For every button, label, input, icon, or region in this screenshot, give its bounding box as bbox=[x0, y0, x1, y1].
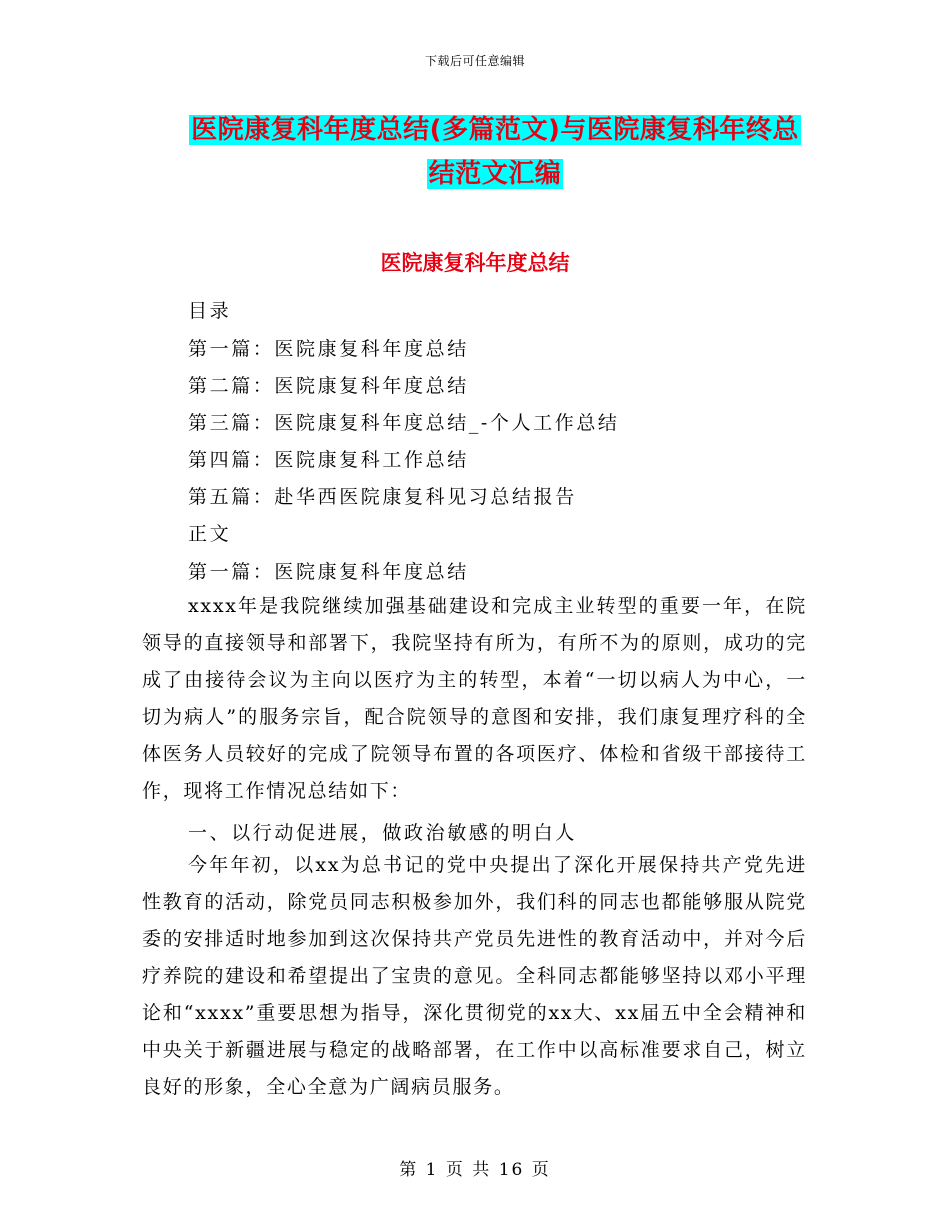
toc-item: 第一篇：医院康复科年度总结 bbox=[188, 338, 469, 360]
section-title: 医院康复科年度总结 bbox=[380, 251, 570, 275]
page-footer: 第 1 页 共 16 页 bbox=[399, 1160, 551, 1180]
paragraph-1: xxxx年是我院继续加强基础建设和完成主业转型的重要一年，在院领导的直接领导和部署下，我院坚持有所为，有所不为的原则，成功的完成了由接待会议为主向以医疗为主的转型，本着“一切以病人为中心，一切为病人”的服务宗旨，配合院领导的意图和安排，我们康复理疗科的全体医务人员较好的完成了院领导布置的各项医疗、体检和省级干部接待工作，现将工作情况总结如下： bbox=[142, 595, 807, 802]
document-title bbox=[150, 108, 840, 196]
article-heading: 第一篇：医院康复科年度总结 bbox=[188, 561, 469, 583]
toc-item: 第三篇：医院康复科年度总结_-个人工作总结 bbox=[188, 412, 620, 434]
title-line-2: 结范文汇编 bbox=[428, 159, 562, 189]
toc-item: 第四篇：医院康复科工作总结 bbox=[188, 449, 469, 471]
toc-heading: 目录 bbox=[188, 300, 232, 322]
subheading: 一、以行动促进展，做政治敏感的明白人 bbox=[188, 822, 577, 844]
toc-item: 第二篇：医院康复科年度总结 bbox=[188, 375, 469, 397]
body-heading: 正文 bbox=[188, 523, 232, 545]
title-line-1: 医院康复科年度总结(多篇范文)与医院康复科年终总 bbox=[191, 115, 799, 145]
paragraph-2: 今年年初，以xx为总书记的党中央提出了深化开展保持共产党先进性教育的活动，除党员同志积极参加外，我们科的同志也都能够服从院党委的安排适时地参加到这次保持共产党员先进性的教育活动中，并对今后疗养院的建设和希望提出了宝贵的意见。全科同志都能够坚持以邓小平理论和“xxxx”重要思想为指导，深化贯彻党的xx大、xx届五中全会精神和中央关于新疆进展与稳定的战略部署，在工作中以高标准要求自己，树立良好的形象，全心全意为广阔病员服务。 bbox=[142, 854, 807, 1098]
header-note: 下载后可任意编辑 bbox=[424, 54, 525, 68]
toc-item: 第五篇：赴华西医院康复科见习总结报告 bbox=[188, 486, 577, 508]
